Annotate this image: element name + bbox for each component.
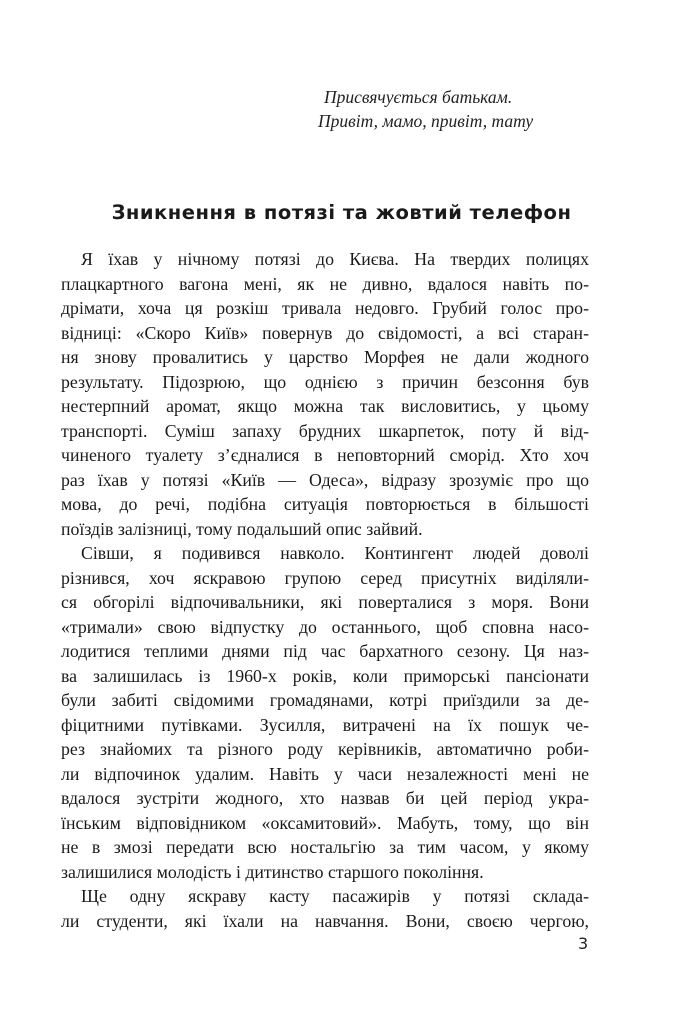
text-line: «тримали» свою відпустку до останнього, щоб сповна насо- (61, 616, 589, 637)
text-line: Ще одну яскраву касту пасажирів у потязі склада- (81, 886, 589, 906)
text-line: мова, до речі, подібна ситуація повторюється в більшості (61, 494, 589, 514)
text-line: ся обгорілі відпочивальники, які поверталися з моря. Вони (61, 592, 589, 612)
text-line: чиненого туалету з’єдналися в неповторний сморід. Хто хоч (61, 445, 589, 465)
text-line: раз їхав у потязі «Київ — Одеса», відразу зрозуміє про що (61, 469, 589, 490)
text-line: їнським відповідником «оксамитовий». Мабуть, тому, що він (61, 812, 589, 833)
text-line: різнився, хоч яскравою групою серед присутніх виділяли- (61, 567, 589, 588)
text-line: відниці: «Скоро Київ» повернув до свідомості, а всі старан- (61, 322, 589, 343)
text-line: ли студенти, які їхали на навчання. Вони, своєю чергою, (61, 910, 589, 931)
chapter-title: Зникнення в потязі та жовтий телефон (111, 201, 572, 224)
epigraph-line: Привіт, мамо, привіт, тату (318, 111, 534, 131)
epigraph (318, 85, 638, 133)
text-line: ня знову провалитись у царство Морфея не дали жодного (61, 347, 589, 367)
text-line: залишилися молодість і дитинство старшого покоління. (61, 861, 484, 882)
text-line: транспорті. Суміш запаху брудних шкарпеток, поту й від- (61, 420, 589, 441)
text-line: Я їхав у нічному потязі до Києва. На твердих полицях (81, 249, 589, 269)
text-line: дрімати, хоча ця розкіш тривала недовго. Грубий голос про- (61, 298, 589, 318)
text-line: плацкартного вагона мені, як не дивно, вдалося навіть по- (61, 273, 589, 294)
text-line: нестерпний аромат, якщо можна так висловитись, у цьому (61, 396, 589, 416)
text-line: рез знайомих та різного роду керівників, автоматично роби- (61, 739, 589, 759)
text-line: були забиті свідомими громадянами, котрі приїздили за де- (61, 690, 589, 710)
text-line: фіцитними путівками. Зусилля, витрачені на їх пошук че- (61, 714, 589, 735)
page-number: 3 (578, 934, 589, 953)
epigraph-line: Присвячується батькам. (324, 87, 513, 107)
text-line: Сівши, я подивився навколо. Контингент людей доволі (81, 543, 589, 563)
body-text (61, 247, 589, 933)
text-line: не в змозі передати всю ностальгію за тим часом, у якому (61, 837, 589, 857)
text-line: вдалося зустріти жодного, хто назвав би цей період укра- (61, 788, 589, 808)
text-line: поїздів залізниці, тому подальший опис зайвий. (61, 518, 423, 539)
text-line: ли відпочинок удалим. Навіть у часи незалежності мені не (61, 763, 589, 784)
text-line: лодитися теплими днями під час бархатного сезону. Ця наз- (61, 641, 589, 661)
text-line: ва залишилась із 1960-х років, коли приморські пансіонати (61, 665, 589, 686)
text-line: результату. Підозрюю, що однією з причин безсоння був (61, 371, 589, 392)
